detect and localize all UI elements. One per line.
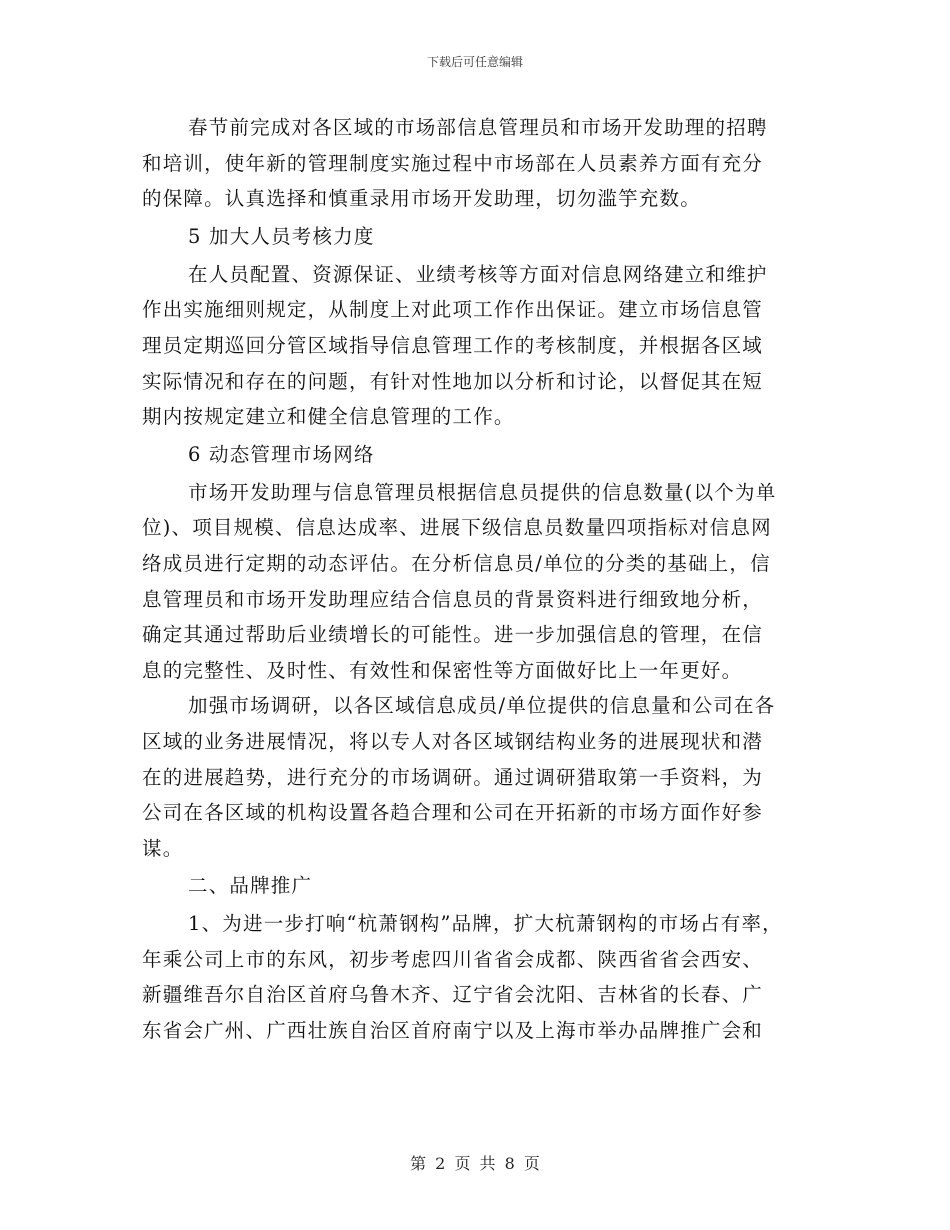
paragraph-line: 区域的业务进展情况，将以专人对各区域钢结构业务的进展现状和潜 [142, 729, 764, 753]
paragraph-line: 期内按规定建立和健全信息管理的工作。 [142, 405, 515, 429]
paragraph-line: 在的进展趋势，进行充分的市场调研。通过调研猎取第一手资料，为 [142, 765, 764, 789]
section-heading: 5 加大人员考核力度 [188, 224, 375, 248]
paragraph-line: 实际情况和存在的问题，有针对性地加以分析和讨论，以督促其在短 [142, 369, 764, 393]
page-header: 下载后可任意编辑 [426, 55, 523, 69]
paragraph-line: 公司在各区域的机构设置各趋合理和公司在开拓新的市场方面作好参 [142, 801, 764, 825]
paragraph-line: 谋。 [142, 836, 184, 860]
paragraph-line: 位)、项目规模、信息达成率、进展下级信息员数量四项指标对信息网 [142, 516, 772, 540]
paragraph-line: 确定其通过帮助后业绩增长的可能性。进一步加强信息的管理，在信 [142, 623, 764, 647]
paragraph-line: 息的完整性、及时性、有效性和保密性等方面做好比上一年更好。 [142, 658, 743, 682]
paragraph-line: 1、为进一步打响“杭萧钢构”品牌，扩大杭萧钢构的市场占有率， [188, 912, 783, 936]
document-body [142, 110, 807, 1049]
paragraph-line: 的保障。认真选择和慎重录用市场开发助理，切勿滥竽充数。 [142, 187, 701, 211]
paragraph-line: 市场开发助理与信息管理员根据信息员提供的信息数量(以个为单 [188, 480, 777, 504]
section-heading: 6 动态管理市场网络 [188, 442, 375, 466]
paragraph-line: 加强市场调研，以各区域信息成员/单位提供的信息量和公司在各 [188, 694, 776, 718]
paragraph-line: 络成员进行定期的动态评估。在分析信息员/单位的分类的基础上，信 [142, 551, 771, 575]
paragraph-line: 东省会广州、广西壮族自治区首府南宁以及上海市举办品牌推广会和 [142, 1019, 764, 1043]
paragraph-line: 在人员配置、资源保证、业绩考核等方面对信息网络建立和维护 [188, 262, 768, 286]
page-footer: 第 2 页 共 8 页 [410, 1154, 540, 1173]
paragraph-line: 作出实施细则规定，从制度上对此项工作作出保证。建立市场信息管 [142, 298, 764, 322]
section-heading: 二、品牌推广 [188, 874, 313, 898]
paragraph-line: 年乘公司上市的东风，初步考虑四川省省会成都、陕西省省会西安、 [142, 947, 764, 971]
paragraph-line: 理员定期巡回分管区域指导信息管理工作的考核制度，并根据各区域 [142, 333, 764, 357]
paragraph-line: 息管理员和市场开发助理应结合信息员的背景资料进行细致地分析， [142, 587, 764, 611]
paragraph-line: 新疆维吾尔自治区首府乌鲁木齐、辽宁省会沈阳、吉林省的长春、广 [142, 983, 764, 1007]
paragraph-line: 和培训，使年新的管理制度实施过程中市场部在人员素养方面有充分 [142, 151, 764, 175]
paragraph-line: 春节前完成对各区域的市场部信息管理员和市场开发助理的招聘 [188, 116, 768, 139]
